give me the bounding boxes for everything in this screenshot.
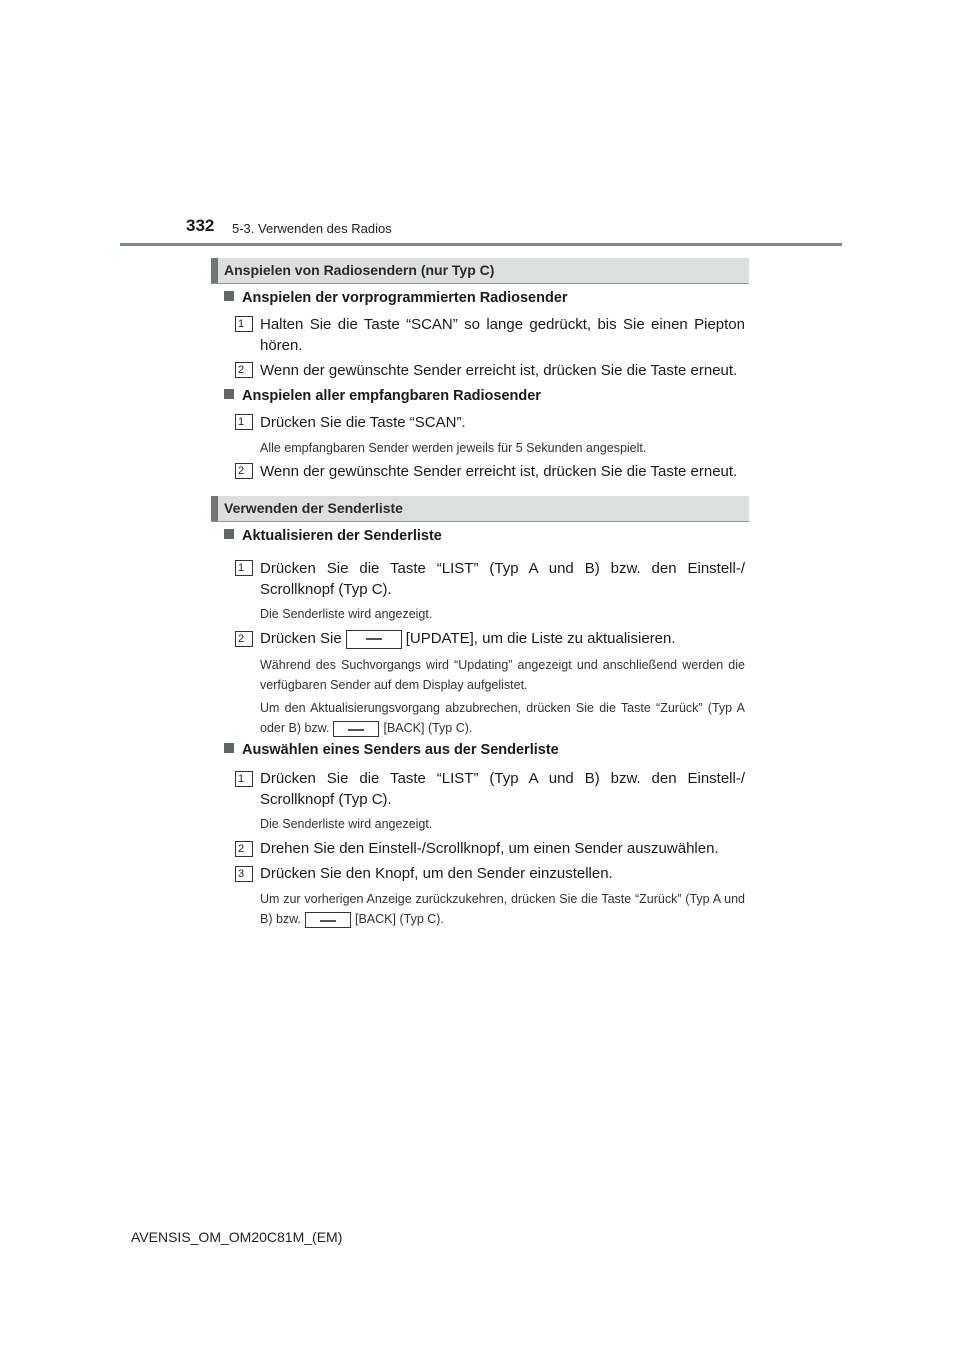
square-bullet-icon <box>224 743 234 753</box>
section-accent <box>211 258 218 283</box>
step-text: Wenn der gewünschte Sender erreicht ist, drücken Sie die Taste erneut. <box>260 463 738 480</box>
update-button-icon <box>346 630 402 649</box>
step-note: Die Senderliste wird angezeigt. <box>260 607 433 621</box>
step-text: Wenn der gewünschte Sender erreicht ist, drücken Sie die Taste erneut. <box>260 362 738 379</box>
subheading-preset-scan: Anspielen der vorprogrammierten Radiosender <box>224 290 568 306</box>
step-number: 2 <box>235 841 253 857</box>
section-heading-radio-scan <box>211 258 749 284</box>
step-note: Alle empfangbaren Sender werden jeweils für 5 Sekunden angespielt. <box>260 441 647 455</box>
section-accent <box>211 496 218 521</box>
step-number: 1 <box>235 771 253 787</box>
section-title: Verwenden der Senderliste <box>224 500 403 516</box>
step-note: Um zur vorherigen Anzeige zurückzukehren, drücken Sie die Taste “Zurück” (Typ A und B) bzw. [BACK] (Typ C). <box>260 892 745 926</box>
back-button-icon <box>305 912 351 928</box>
step-text: Halten Sie die Taste “SCAN” so lange gedrückt, bis Sie einen Piepton hören. <box>260 316 745 354</box>
step-note: Die Senderliste wird angezeigt. <box>260 817 433 831</box>
step-text: Drücken Sie den Knopf, um den Sender einzustellen. <box>260 865 613 882</box>
step-note: Während des Suchvorgangs wird “Updating” angezeigt und anschließend werden die verfügbaren Sender auf dem Display aufgelistet. <box>260 658 745 692</box>
page-number: 332 <box>186 216 215 235</box>
step-text: Drücken Sie die Taste “LIST” (Typ A und B) bzw. den Einstell-/ Scrollknopf (Typ C). <box>260 560 745 598</box>
subheading-update-list: Aktualisieren der Senderliste <box>224 528 442 544</box>
step-number: 1 <box>235 316 253 332</box>
subheading-select-station: Auswählen eines Senders aus der Senderliste <box>224 742 559 758</box>
document-code: AVENSIS_OM_OM20C81M_(EM) <box>131 1229 343 1245</box>
section-heading-station-list <box>211 496 749 522</box>
section-title: Anspielen von Radiosendern (nur Typ C) <box>224 262 495 278</box>
subheading-all-scan: Anspielen aller empfangbaren Radiosender <box>224 388 541 404</box>
header-rule <box>120 243 842 246</box>
step-text: Drehen Sie den Einstell-/Scrollknopf, um einen Sender auszuwählen. <box>260 840 719 857</box>
square-bullet-icon <box>224 291 234 301</box>
step-number: 1 <box>235 414 253 430</box>
step-text: Drücken Sie [UPDATE], um die Liste zu aktualisieren. <box>260 630 676 647</box>
square-bullet-icon <box>224 389 234 399</box>
step-number: 2 <box>235 362 253 378</box>
step-number: 2 <box>235 631 253 647</box>
step-text: Drücken Sie die Taste “SCAN”. <box>260 414 466 431</box>
step-text: Drücken Sie die Taste “LIST” (Typ A und B) bzw. den Einstell-/ Scrollknopf (Typ C). <box>260 770 745 808</box>
section-path: 5-3. Verwenden des Radios <box>232 221 392 236</box>
step-note: Um den Aktualisierungsvorgang abzubrechen, drücken Sie die Taste “Zurück” (Typ A oder B) bzw. [BACK] (Typ C). <box>260 701 745 735</box>
square-bullet-icon <box>224 529 234 539</box>
step-number: 1 <box>235 560 253 576</box>
step-number: 2 <box>235 463 253 479</box>
back-button-icon <box>333 721 379 737</box>
step-number: 3 <box>235 866 253 882</box>
